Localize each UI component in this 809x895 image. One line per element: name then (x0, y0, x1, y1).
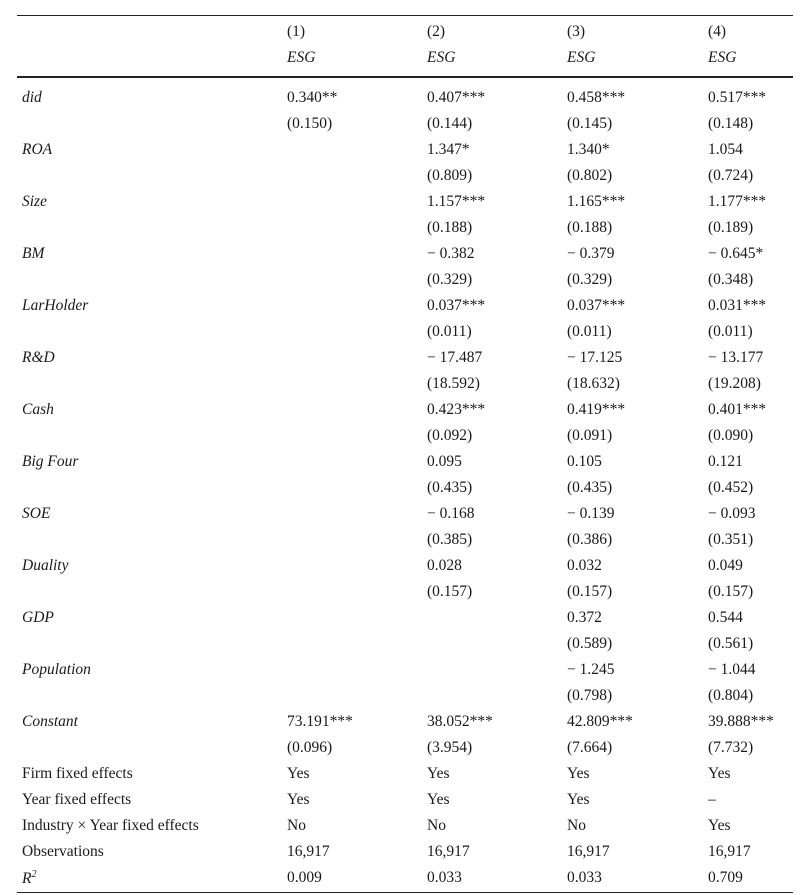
coef-row (17, 241, 793, 267)
row-label: Industry × Year fixed effects (22, 817, 199, 834)
coef-cell: − 1.245 (567, 661, 615, 678)
se-cell: (19.208) (708, 375, 761, 392)
se-row (17, 215, 793, 241)
se-cell: (0.157) (427, 583, 473, 600)
stat-cell: No (287, 817, 306, 834)
se-cell: (7.732) (708, 739, 754, 756)
se-row (17, 579, 793, 605)
se-cell: (0.150) (287, 115, 333, 132)
coef-cell: 0.095 (427, 453, 462, 470)
se-cell: (0.435) (567, 479, 613, 496)
se-cell: (0.329) (567, 271, 613, 288)
coef-cell: 0.049 (708, 557, 743, 574)
col-1-number: (1) (287, 23, 306, 40)
se-cell: (0.145) (567, 115, 613, 132)
se-cell: (0.385) (427, 531, 473, 548)
stat-cell: 0.709 (708, 869, 743, 886)
coef-row (17, 553, 793, 579)
row-label: Firm fixed effects (22, 765, 133, 782)
coef-cell: 42.809*** (567, 713, 633, 730)
coef-row (17, 449, 793, 475)
coef-cell: 1.347* (427, 141, 470, 158)
coef-cell: 0.032 (567, 557, 602, 574)
row-label: Population (22, 661, 91, 678)
coef-cell: 0.372 (567, 609, 602, 626)
se-row (17, 475, 793, 501)
coef-cell: 1.340* (567, 141, 610, 158)
coef-cell: 1.177*** (708, 193, 767, 210)
coef-row (17, 137, 793, 163)
se-cell: (0.351) (708, 531, 754, 548)
se-cell: (0.798) (567, 687, 613, 704)
stat-cell: 0.033 (567, 869, 602, 886)
coef-cell: 39.888*** (708, 713, 774, 730)
stat-cell: Yes (427, 765, 450, 782)
se-cell: (0.452) (708, 479, 754, 496)
stat-cell: 16,917 (567, 843, 610, 860)
row-label: Cash (22, 401, 54, 418)
se-cell: (0.188) (567, 219, 613, 236)
col-2-dependent: ESG (427, 49, 456, 66)
se-cell: (0.157) (567, 583, 613, 600)
coef-cell: 0.037*** (427, 297, 486, 314)
coef-cell: − 17.487 (427, 349, 483, 366)
se-cell: (7.664) (567, 739, 613, 756)
coef-cell: 1.165*** (567, 193, 626, 210)
r-squared-exponent: 2 (31, 869, 37, 880)
se-cell: (0.091) (567, 427, 613, 444)
coef-cell: 0.105 (567, 453, 602, 470)
coef-row (17, 657, 793, 683)
coef-row (17, 501, 793, 527)
se-cell: (0.724) (708, 167, 754, 184)
row-label: Observations (22, 843, 104, 860)
coef-cell: 0.340** (287, 89, 338, 106)
coef-cell: 38.052*** (427, 713, 493, 730)
coef-cell: − 0.645* (708, 245, 764, 262)
row-label: Size (22, 193, 47, 210)
col-1-dependent: ESG (287, 49, 316, 66)
col-3-dependent: ESG (567, 49, 596, 66)
se-row (17, 371, 793, 397)
row-label: Constant (22, 713, 78, 730)
coef-row (17, 293, 793, 319)
se-row (17, 735, 793, 761)
se-cell: (0.148) (708, 115, 754, 132)
coef-cell: − 17.125 (567, 349, 623, 366)
se-cell: (0.329) (427, 271, 473, 288)
coef-row (17, 709, 793, 735)
col-2-number: (2) (427, 23, 446, 40)
se-cell: (0.092) (427, 427, 473, 444)
coef-cell: − 0.382 (427, 245, 475, 262)
se-cell: (0.011) (567, 323, 612, 340)
coef-row (17, 605, 793, 631)
coef-cell: 1.157*** (427, 193, 486, 210)
se-cell: (0.809) (427, 167, 473, 184)
se-row (17, 267, 793, 293)
se-row (17, 527, 793, 553)
se-cell: (3.954) (427, 739, 473, 756)
table-header (17, 15, 793, 77)
coef-cell: 0.028 (427, 557, 462, 574)
coef-cell: 0.544 (708, 609, 743, 626)
stat-cell: 0.033 (427, 869, 462, 886)
se-cell: (0.189) (708, 219, 754, 236)
coef-cell: − 0.093 (708, 505, 756, 522)
coef-cell: 0.031*** (708, 297, 767, 314)
stat-cell: 16,917 (708, 843, 751, 860)
coef-cell: − 0.379 (567, 245, 615, 262)
coef-cell: 0.407*** (427, 89, 486, 106)
coef-cell: 0.121 (708, 453, 743, 470)
stat-cell: Yes (567, 765, 590, 782)
stat-cell: Yes (708, 765, 731, 782)
footer-row (17, 865, 793, 891)
coef-cell: 1.054 (708, 141, 743, 158)
coef-cell: 73.191*** (287, 713, 353, 730)
coef-cell: − 0.139 (567, 505, 615, 522)
se-cell: (0.561) (708, 635, 754, 652)
coef-cell: − 13.177 (708, 349, 764, 366)
r-squared-label (22, 869, 36, 888)
coef-row (17, 189, 793, 215)
coef-cell: 0.401*** (708, 401, 767, 418)
stat-cell: – (708, 791, 716, 808)
stat-cell: Yes (287, 765, 310, 782)
row-label: Duality (22, 557, 69, 574)
se-cell: (0.802) (567, 167, 613, 184)
stat-cell: 16,917 (427, 843, 470, 860)
se-row (17, 631, 793, 657)
coef-row (17, 85, 793, 111)
stat-cell: No (567, 817, 586, 834)
stat-cell: Yes (567, 791, 590, 808)
se-row (17, 683, 793, 709)
row-label: R&D (22, 349, 55, 366)
se-cell: (0.011) (427, 323, 472, 340)
coef-row (17, 345, 793, 371)
se-cell: (0.188) (427, 219, 473, 236)
row-label: BM (22, 245, 45, 262)
stat-cell: Yes (427, 791, 450, 808)
coef-cell: 0.458*** (567, 89, 626, 106)
row-label: did (22, 89, 42, 106)
se-row (17, 319, 793, 345)
coef-cell: 0.423*** (427, 401, 486, 418)
footer-row (17, 813, 793, 839)
stat-cell: Yes (708, 817, 731, 834)
se-row (17, 163, 793, 189)
footer-row (17, 761, 793, 787)
se-cell: (0.090) (708, 427, 754, 444)
row-label: SOE (22, 505, 51, 522)
se-row (17, 423, 793, 449)
row-label: LarHolder (22, 297, 89, 314)
col-4-number: (4) (708, 23, 727, 40)
col-4-dependent: ESG (708, 49, 737, 66)
bottom-rule (17, 892, 793, 893)
stat-cell: Yes (287, 791, 310, 808)
footer-row (17, 787, 793, 813)
se-cell: (0.157) (708, 583, 754, 600)
coef-cell: 0.037*** (567, 297, 626, 314)
row-label: GDP (22, 609, 54, 626)
row-label: ROA (22, 141, 53, 158)
coef-cell: − 0.168 (427, 505, 475, 522)
footer-row (17, 839, 793, 865)
se-cell: (0.348) (708, 271, 754, 288)
se-cell: (0.096) (287, 739, 333, 756)
stat-cell: 16,917 (287, 843, 330, 860)
row-label: Big Four (22, 453, 79, 470)
col-3-number: (3) (567, 23, 586, 40)
row-label: Year fixed effects (22, 791, 132, 808)
se-cell: (0.435) (427, 479, 473, 496)
se-cell: (18.632) (567, 375, 620, 392)
se-cell: (0.011) (708, 323, 753, 340)
header-rule (17, 76, 793, 78)
se-cell: (0.804) (708, 687, 754, 704)
stat-cell: No (427, 817, 446, 834)
se-cell: (18.592) (427, 375, 480, 392)
se-cell: (0.144) (427, 115, 473, 132)
se-cell: (0.589) (567, 635, 613, 652)
coef-cell: 0.419*** (567, 401, 626, 418)
coef-cell: − 1.044 (708, 661, 756, 678)
r-squared-base: R (22, 870, 32, 888)
se-row (17, 111, 793, 137)
coef-row (17, 397, 793, 423)
coef-cell: 0.517*** (708, 89, 767, 106)
se-cell: (0.386) (567, 531, 613, 548)
stat-cell: 0.009 (287, 869, 322, 886)
